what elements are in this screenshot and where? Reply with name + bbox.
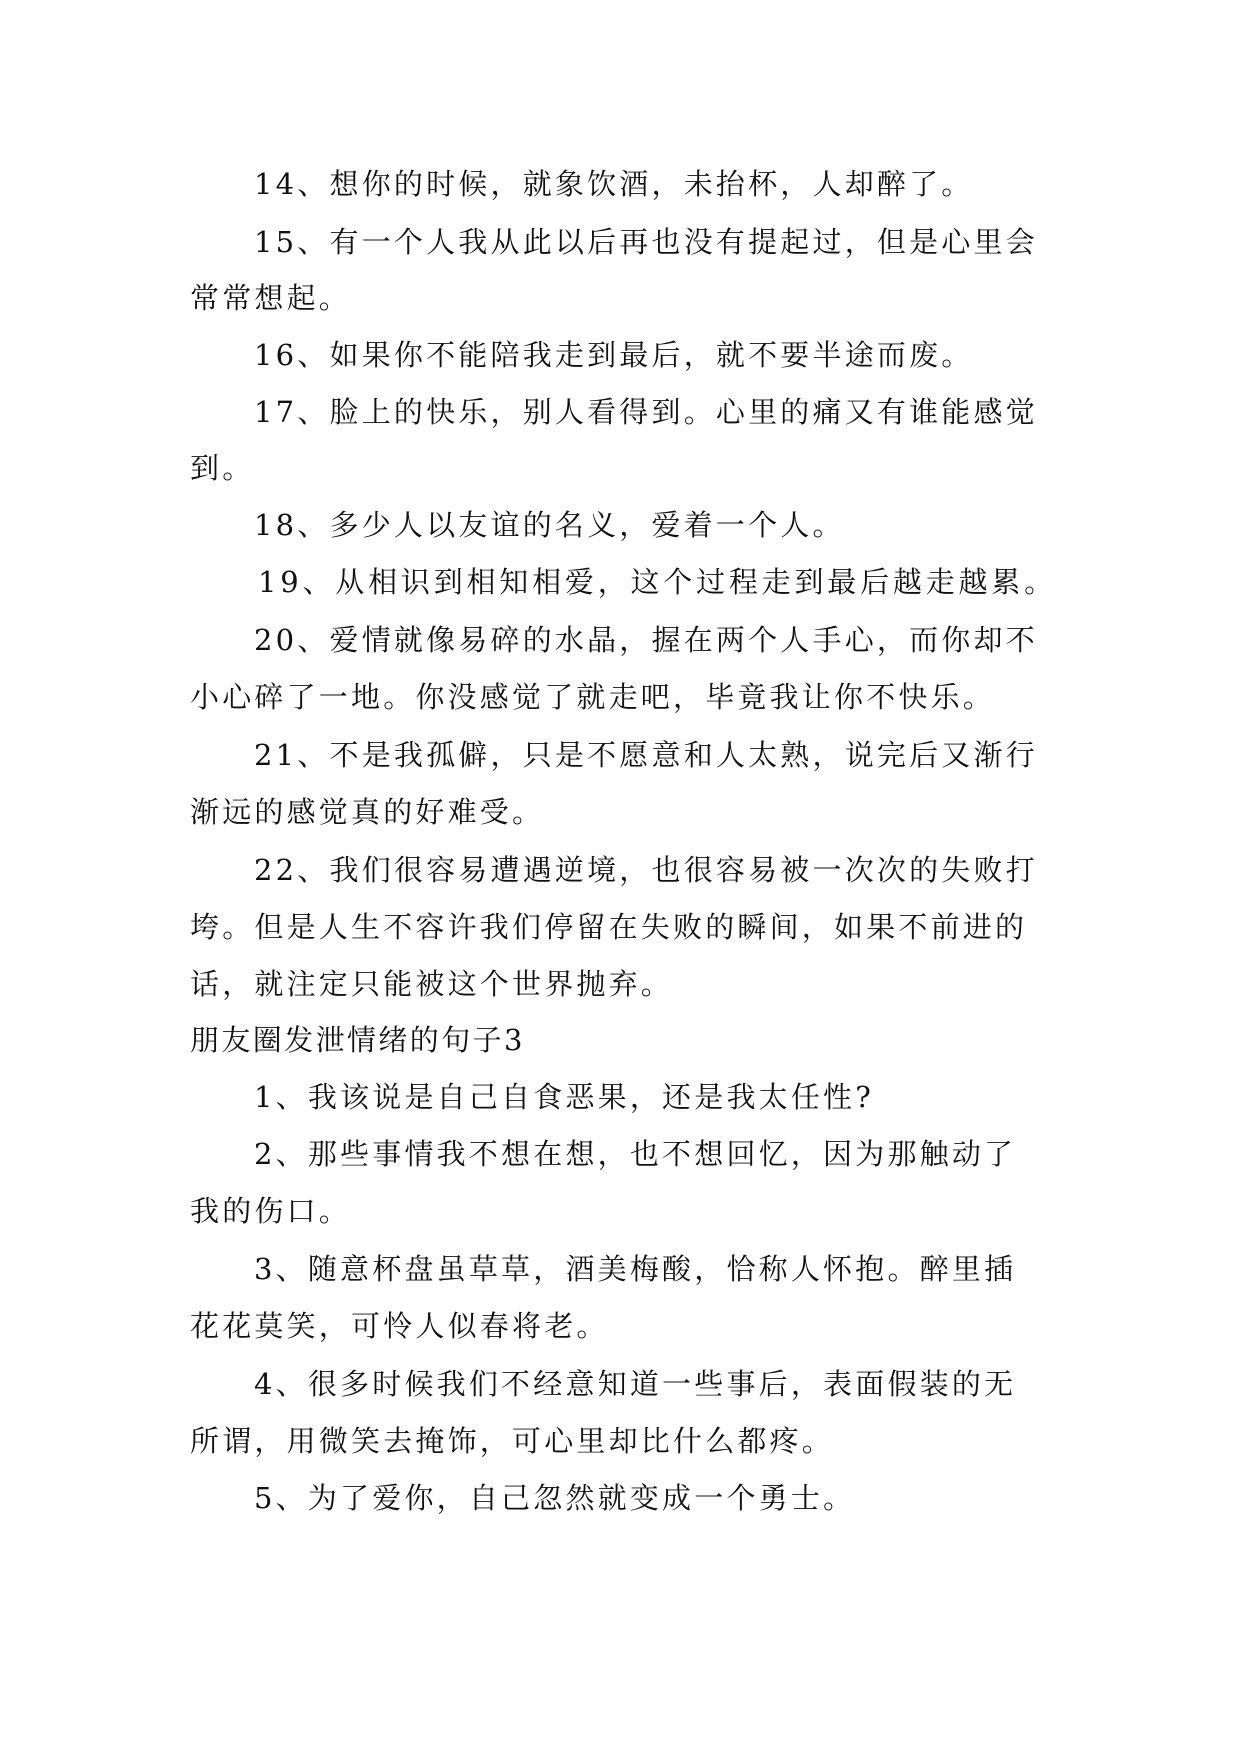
quote-5: 5、为了爱你，自己忽然就变成一个勇士。 (254, 1481, 856, 1515)
quote-20-line-2: 小心碎了一地。你没感觉了就走吧，毕竟我让你不快乐。 (190, 680, 996, 714)
quote-2-line-1: 2、那些事情我不想在想，也不想回忆，因为那触动了 (254, 1137, 1017, 1171)
quote-21-line-2: 渐远的感觉真的好难受。 (190, 795, 545, 829)
quote-4-line-2: 所谓，用微笑去掩饰，可心里却比什么都疼。 (190, 1424, 835, 1458)
quote-18: 18、多少人以友谊的名义，爱着一个人。 (254, 508, 845, 542)
quote-3-line-2: 花花莫笑，可怜人似春将老。 (190, 1309, 609, 1343)
quote-20-line-1: 20、爱情就像易碎的水晶，握在两个人手心，而你却不 (254, 623, 1038, 657)
quote-15-line-1: 15、有一个人我从此以后再也没有提起过，但是心里会 (254, 225, 1038, 259)
quote-14: 14、想你的时候，就象饮酒，未抬杯，人却醉了。 (254, 167, 974, 201)
quote-3-line-1: 3、随意杯盘虽草草，酒美梅酸，恰称人怀抱。醉里插 (254, 1252, 1017, 1286)
quote-15-line-2: 常常想起。 (190, 281, 352, 315)
quote-4-line-1: 4、很多时候我们不经意知道一些事后，表面假装的无 (254, 1367, 1017, 1401)
quote-17-line-2: 到。 (190, 451, 255, 485)
quote-21-line-1: 21、不是我孤僻，只是不愿意和人太熟，说完后又渐行 (254, 738, 1038, 772)
quote-22-line-2: 垮。但是人生不容许我们停留在失败的瞬间，如果不前进的 (190, 910, 1028, 944)
quote-16: 16、如果你不能陪我走到最后，就不要半途而废。 (254, 338, 974, 372)
quote-19: 19、从相识到相知相爱，这个过程走到最后越走越累。 (258, 565, 1057, 599)
quote-17-line-1: 17、脸上的快乐，别人看得到。心里的痛又有谁能感觉 (254, 395, 1038, 429)
quote-2-line-2: 我的伤口。 (190, 1194, 352, 1228)
quote-1: 1、我该说是自己自食恶果，还是我太任性? (254, 1080, 874, 1114)
quote-22-line-3: 话，就注定只能被这个世界抛弃。 (190, 967, 674, 1001)
quote-22-line-1: 22、我们很容易遭遇逆境，也很容易被一次次的失败打 (254, 853, 1038, 887)
section-heading: 朋友圈发泄情绪的句子3 (190, 1023, 525, 1057)
